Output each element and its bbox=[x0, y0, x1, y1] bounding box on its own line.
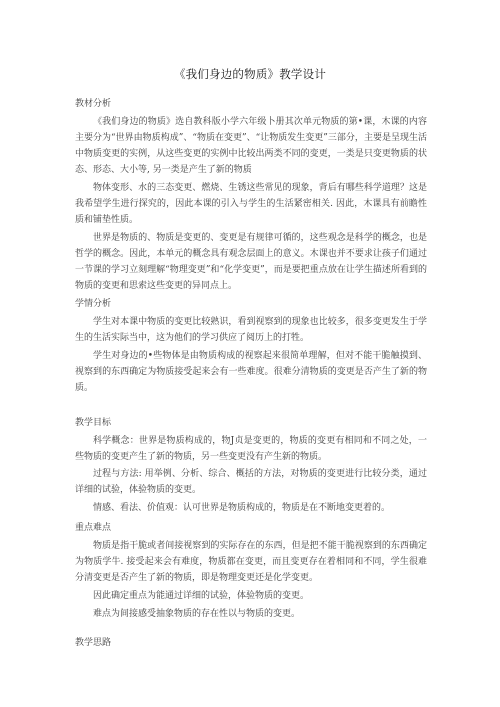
document-title: 《我们身边的物质》教学设计 bbox=[173, 67, 327, 81]
section-heading-key-difficulties: 重点难点 bbox=[75, 523, 112, 533]
section-heading-teaching-approach: 教学思路 bbox=[75, 638, 112, 648]
paragraph: 过程与方法: 用举例、分析、综合、概括的方法，对物质的变更进行比较分类，通过详细的试验，体验物质的变更。 bbox=[75, 469, 427, 495]
paragraph: 难点为间接感受抽象物质的存在性以与物质的变更。 bbox=[93, 609, 301, 619]
paragraph: 学生对身边的•些物体是由物质构成的视察起来很简单理解，但对不能干脆触摸到、视察到的东西确定为物质接受起来会有一些难度。很难分清物质的变更是否产生了新的物质。 bbox=[75, 351, 427, 393]
paragraph: 世界是物质的、物质是变更的、变更是有规律可循的，这些观念是科学的概念，也是哲学的概念。因此，本单元的概念具有观念层面上的意义。木课也并不要求让孩子们通过一节课的学习立刻理解“物理变更”和“化学变更”，而是要把重点放在让学生描述所看到的物质的变更和思索这些变更的异同点上。 bbox=[75, 233, 427, 291]
paragraph: 《我们身边的物质》选自教科版小学六年级卜册其次单元物质的第•课，木课的内容主要分为“世界由物质构成”、“物质在变更”、“让物质发生变更”三部分，主要是呈现生活中物质变更的实例，从这些变更的实例中比较出两类不同的变更，一类是只变更物质的状态、形态、大小等, 另一类是产生了新的物质 bbox=[75, 117, 427, 175]
paragraph: 学生对本课中物质的变更比较熟识，看到视察到的现象也比较多，很多变更发生于学生的生活实际当中，这为他们的学习供应了阅历上的打牲。 bbox=[75, 317, 427, 343]
paragraph: 因此确定重点为能通过详细的试验，体验物质的变更。 bbox=[93, 591, 310, 601]
section-heading-teaching-goals: 教学目标 bbox=[75, 418, 112, 428]
paragraph: 物体变形、水的三态变更、燃烧、生锈这些常见的现象，背后有哪些科学道理？这是我希望学生进行探究的，因此本课的引入与学生的生活紧密相关. 因此，木课具有前瞻性质和铺垫性质。 bbox=[75, 183, 427, 225]
section-heading-textbook-analysis: 教材分析 bbox=[75, 99, 112, 109]
paragraph: 科学概念：世界是物质构成的，物J贞是变更的，物质的变更有相同和不同之处，一些物质的变更产生了新的物质，另一些变更没有产生新的物质。 bbox=[75, 436, 427, 462]
paragraph: 物质是指干脆或者间接视察到的实际存在的东西，但是把不能干脆视察到的东西确定为物质学牛. 接受起来会有难度，物质都在变更，而且变更存在着相同和不同，学生很难分清变更是否产生了新的物质，即是物理变更还是化学变更。 bbox=[75, 541, 427, 583]
section-heading-student-analysis: 学情分析 bbox=[75, 299, 112, 309]
paragraph: 情感、看法、价值观：认可世界是物质构成的，物质是在不断地变更着的。 bbox=[93, 503, 391, 513]
